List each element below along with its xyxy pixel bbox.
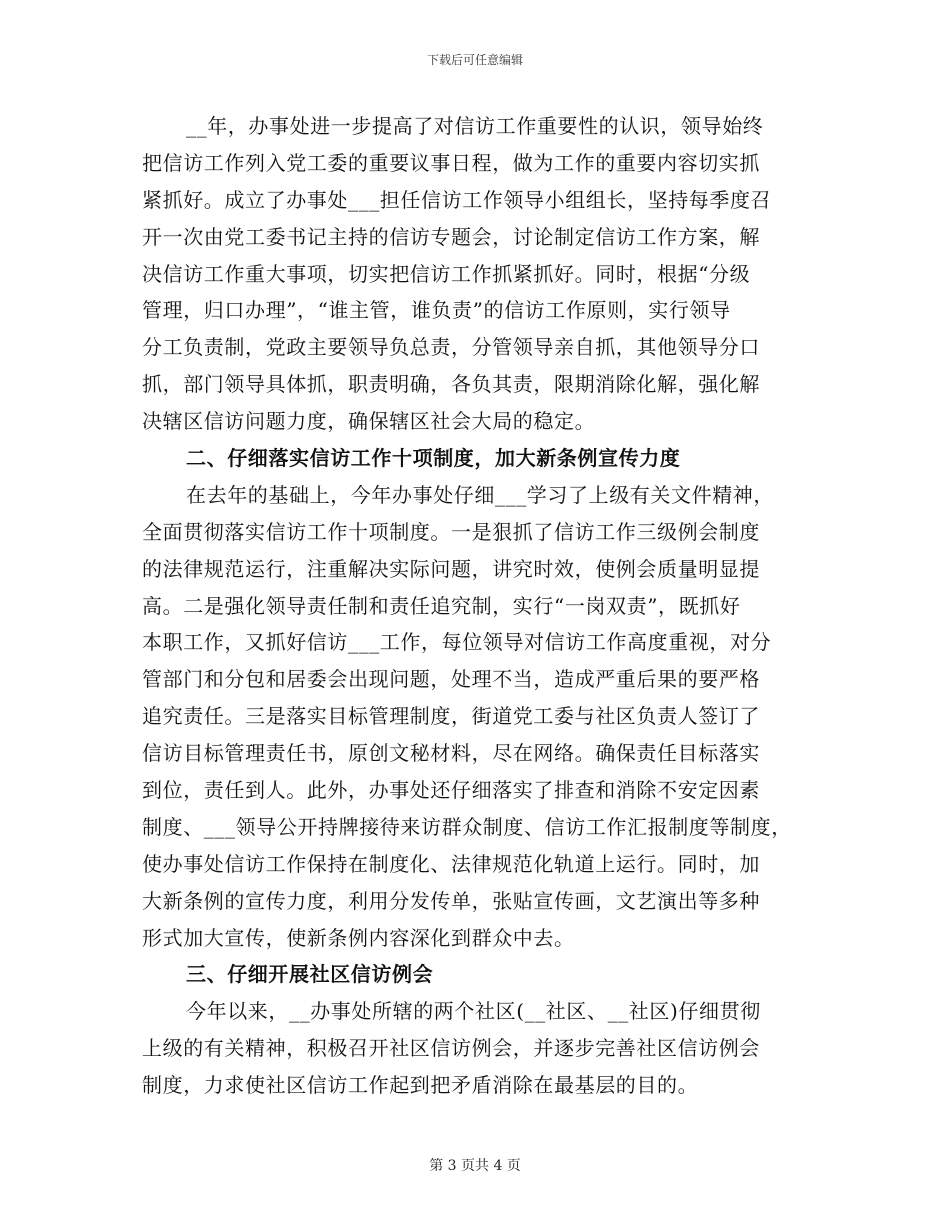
paragraph-line: 使办事处信访工作保持在制度化、法律规范化轨道上运行。同时，加 [142, 851, 760, 876]
paragraph-line: 制度、___领导公开持牌接待来访群众制度、信访工作汇报制度等制度， [142, 814, 792, 839]
page-footer: 第 3 页共 4 页 [429, 1158, 521, 1174]
section-heading-2: 二、仔细落实信访工作十项制度，加大新条例宣传力度 [186, 446, 681, 471]
paragraph-line: __年，办事处进一步提高了对信访工作重要性的认识，领导始终 [186, 114, 764, 138]
paragraph-line: 高。二是强化领导责任制和责任追究制，实行“一岗双责”，既抓好 [142, 593, 741, 618]
paragraph-line: 今年以来，__办事处所辖的两个社区(__社区、__社区)仔细贯彻 [186, 999, 761, 1024]
paragraph-line: 管理，归口办理”，“谁主管，谁负责”的信访工作原则，实行领导 [142, 298, 731, 323]
paragraph-line: 大新条例的宣传力度，利用分发传单，张贴宣传画，文艺演出等多种 [142, 888, 760, 913]
paragraph-line: 信访目标管理责任书，原创文秘材料，尽在网络。确保责任目标落实 [142, 741, 760, 766]
paragraph-line: 把信访工作列入党工委的重要议事日程，做为工作的重要内容切实抓 [142, 150, 760, 175]
paragraph-line: 的法律规范运行，注重解决实际问题，讲究时效，使例会质量明显提 [142, 556, 760, 581]
paragraph-line: 上级的有关精神，积极召开社区信访例会，并逐步完善社区信访例会 [142, 1036, 760, 1061]
paragraph-line: 追究责任。三是落实目标管理制度，街道党工委与社区负责人签订了 [142, 704, 760, 729]
paragraph-line: 在去年的基础上，今年办事处仔细___学习了上级有关文件精神， [186, 482, 774, 507]
paragraph-line: 本职工作，又抓好信访___工作，每位领导对信访工作高度重视，对分 [142, 630, 772, 655]
document-body [142, 108, 812, 1104]
paragraph-line: 到位，责任到人。此外，办事处还仔细落实了排查和消除不安定因素 [142, 778, 760, 803]
paragraph-line: 决辖区信访问题力度，确保辖区社会大局的稳定。 [142, 409, 596, 434]
paragraph-line: 开一次由党工委书记主持的信访专题会，讨论制定信访工作方案，解 [142, 224, 760, 249]
paragraph-line: 形式加大宣传，使新条例内容深化到群众中去。 [142, 925, 575, 950]
section-heading-3: 三、仔细开展社区信访例会 [186, 962, 434, 987]
paragraph-line: 抓，部门领导具体抓，职责明确，各负其责，限期消除化解，强化解 [142, 372, 760, 397]
paragraph-line: 紧抓好。成立了办事处___担任信访工作领导小组组长，坚持每季度召 [142, 187, 772, 212]
paragraph-line: 决信访工作重大事项，切实把信访工作抓紧抓好。同时，根据“分级 [142, 261, 751, 286]
paragraph-line: 全面贯彻落实信访工作十项制度。一是狠抓了信访工作三级例会制度 [142, 519, 760, 544]
paragraph-line: 分工负责制，党政主要领导负总责，分管领导亲自抓，其他领导分口 [142, 335, 760, 360]
paragraph-line: 管部门和分包和居委会出现问题，处理不当，造成严重后果的要严格 [142, 667, 760, 692]
paragraph-line: 制度，力求使社区信访工作起到把矛盾消除在最基层的目的。 [142, 1073, 699, 1098]
page-header: 下载后可任意编辑 [426, 53, 523, 67]
